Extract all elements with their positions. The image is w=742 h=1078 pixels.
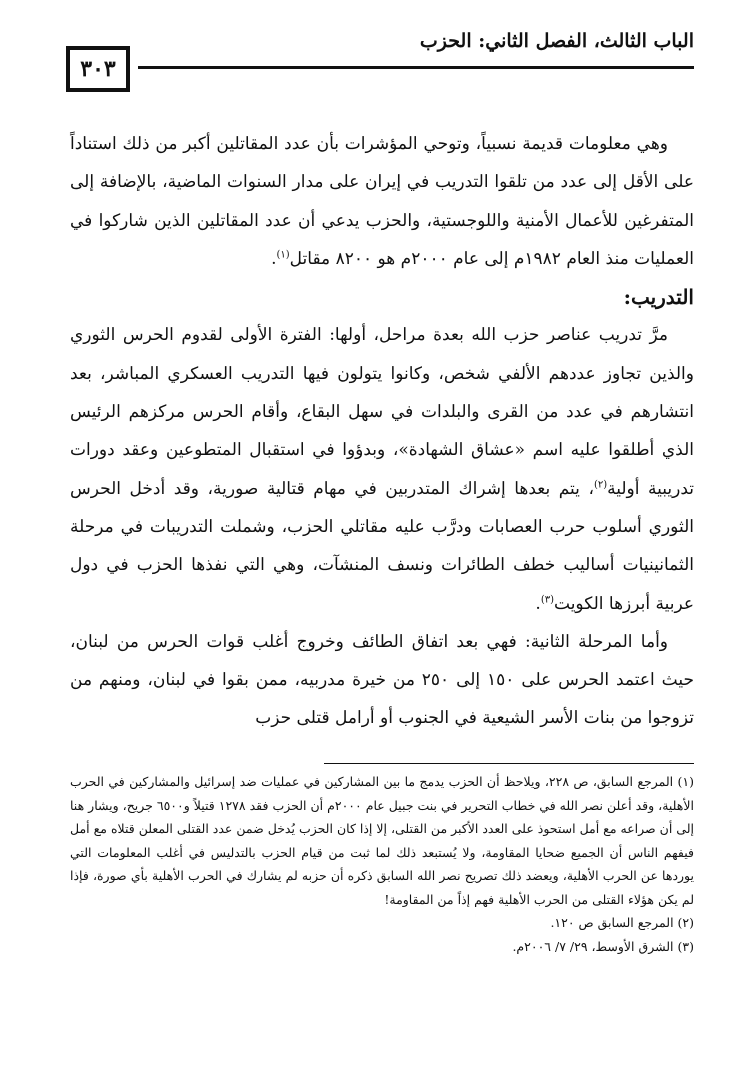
- paragraph-1: [70, 125, 694, 278]
- paragraph-2-text-a: مرَّ تدريب عناصر حزب الله بعدة مراحل، أولها: الفترة الأولى لقدوم الحرس الثوري والذين تجاوز عددهم الألفي شخص، وكانوا يتولون فيها التدريب العسكري المباشر، بعد انتشارهم في عدد من القرى والبلدات في سهل البقاع، وأقام الحرس مركزهم الرئيس الذي أطلقوا عليه اسم «عشاق الشهادة»، وبدؤوا في استقبال المتطوعين وعقد دورات تدريبية أولية: [70, 325, 694, 499]
- paragraph-3: وأما المرحلة الثانية: فهي بعد اتفاق الطائف وخروج أغلب قوات الحرس من لبنان، حيث اعتمد الحرس على ١٥٠ إلى ٢٥٠ من خيرة مدربيه، ممن بقوا في لبنان، ومنهم من تزوجوا من بنات الأسر الشيعية في الجنوب أو أرامل قتلى حزب: [70, 631, 694, 729]
- page-number: ٣٠٣: [80, 56, 116, 82]
- main-text: [70, 125, 694, 738]
- footnote-1: (١) المرجع السابق، ص ٢٢٨، ويلاحظ أن الحزب يدمج ما بين المشاركين في عمليات ضد إسرائيل والمشاركين في الحرب الأهلية، وقد أعلن نصر الله في خطاب التحرير في بنت جبيل عام ٢٠٠٠م أن الحزب فقد ١٢٧٨ قتيلاً و٦٥٠٠ جريح، ويشار هنا إلى أن صراعه مع أمل استحوذ على العدد الأكبر من القتلى، إلا إذا كان الحزب يُدخل ضمن عدد القتلى المعلن قتلاه مع أمل فيفهم الناس أن الجميع ضحايا المقاومة، ولا يُستبعد ذلك لما ثبت من قيام الحزب بالتدليس في أغلب المعلومات التي يوردها عن الحرب الأهلية، ويعضد ذلك تصريح نصر الله السابق ذكره أن حزبه لم يشارك في الحرب الأهلية بأي صورة، فإذا لم يكن هؤلاء القتلى من الحرب الأهلية فهم إذاً من المقاومة!: [70, 774, 694, 907]
- page-number-box: [66, 46, 130, 92]
- paragraph-2: [70, 316, 694, 622]
- footnote-ref-2: (٢): [593, 479, 608, 491]
- paragraph-2-text-b: ، يتم بعدها إشراك المتدربين في مهام قتالية صورية، وقد أدخل الحرس الثوري أسلوب حرب العصابات ودرَّب عليه مقاتلي الحزب، وشملت التدريبات في مرحلة الثمانينيات أساليب خطف الطائرات ونسف المنشآت، وهي التي نفذها الحزب في دول عربية أبرزها الكويت: [70, 478, 694, 614]
- running-header-title: الباب الثالث، الفصل الثاني: الحزب: [419, 30, 694, 52]
- paragraph-2-end: .: [535, 593, 541, 614]
- footnote-ref-3: (٣): [540, 593, 554, 605]
- paragraph-1-end: .: [271, 248, 277, 269]
- paragraph-1-text: وهي معلومات قديمة نسبياً، وتوحي المؤشرات بأن عدد المقاتلين أكبر من ذلك استناداً على الأقل إلى عدد من تلقوا التدريب في إيران على مدار السنوات الماضية، بالإضافة إلى المتفرغين للأعمال الأمنية واللوجستية، والحزب يدعي أن عدد المقاتلين الذين شاركوا في العمليات منذ العام ١٩٨٢م إلى عام ٢٠٠٠م هو ٨٢٠٠ مقاتل: [70, 134, 694, 269]
- header-rule: [138, 66, 694, 69]
- section-heading: التدريب:: [623, 285, 694, 310]
- footnotes: [70, 770, 694, 958]
- footnote-divider: [324, 763, 694, 764]
- footnote-ref-1: (١): [276, 249, 290, 261]
- footnote-3: (٣) الشرق الأوسط، ٢٩/ ٧/ ٢٠٠٦م.: [512, 938, 694, 954]
- footnote-2: (٢) المرجع السابق ص ١٢٠.: [550, 915, 694, 930]
